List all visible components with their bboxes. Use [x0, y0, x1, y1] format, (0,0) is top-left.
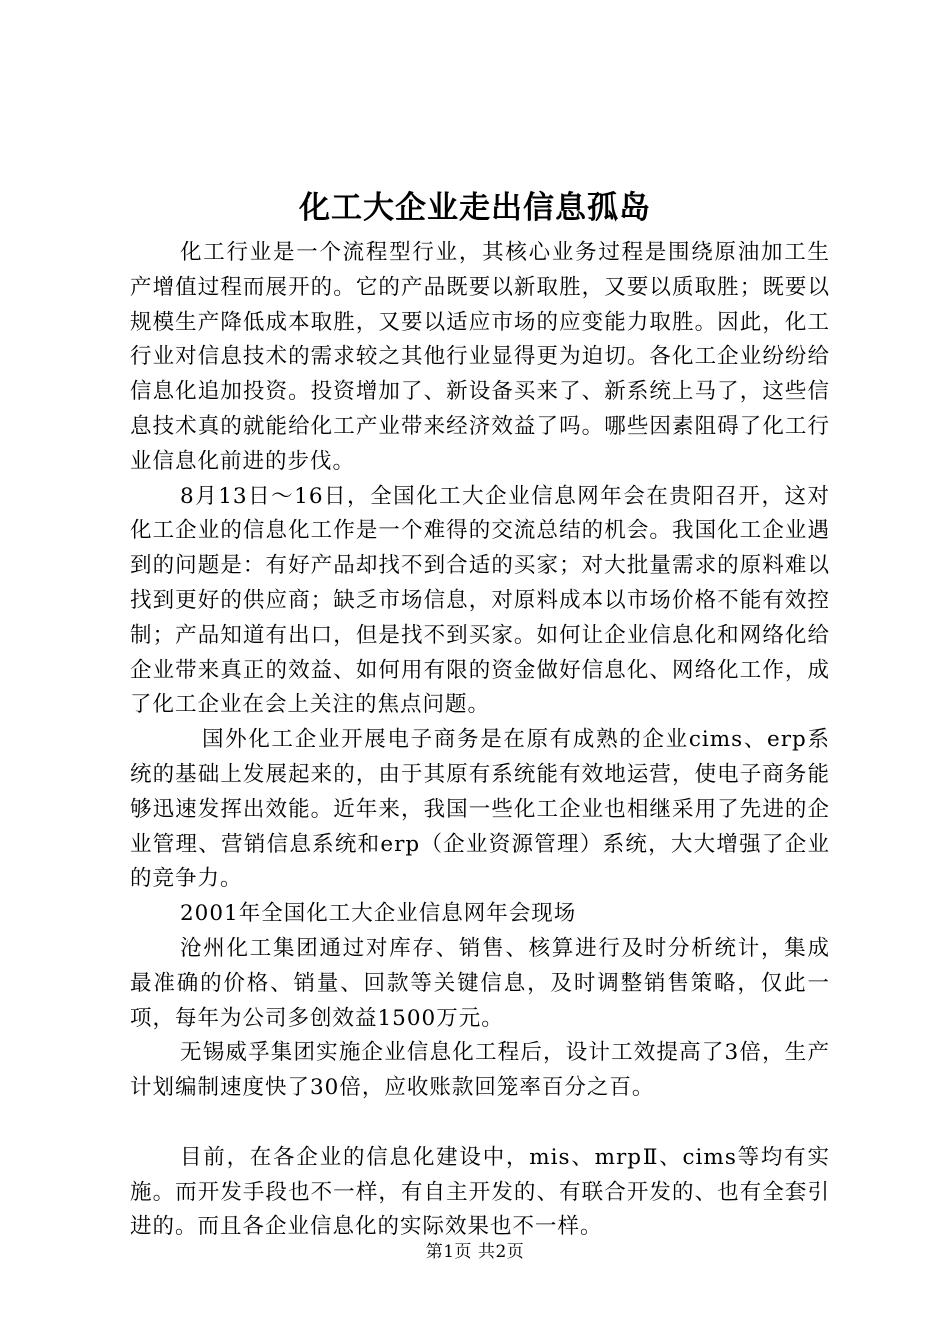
paragraph-current-status: 目前，在各企业的信息化建设中，mis、mrpⅡ、cims等均有实施。而开发手段也不一样，有自主开发的、有联合开发的、也有全套引进的。而且各企业信息化的实际效果也不一样。 [130, 1144, 830, 1240]
paragraph-wuxi-case: 无锡威孚集团实施企业信息化工程后，设计工效提高了3倍，生产计划编制速度快了30倍，应收账款回笼率百分之百。 [130, 1040, 830, 1101]
paragraph-cangzhou-case: 沧州化工集团通过对库存、销售、核算进行及时分析统计，集成最准确的价格、销量、回款等关键信息，及时调整销售策略，仅此一项，每年为公司多创效益1500万元。 [130, 935, 830, 1031]
document-title: 化工大企业走出信息孤岛 [299, 190, 651, 226]
paragraph-industry-overview: 化工行业是一个流程型行业，其核心业务过程是围绕原油加工生产增值过程而展开的。它的产品既要以新取胜，又要以质取胜；既要以规模生产降低成本取胜，又要以适应市场的应变能力取胜。因此，化工行业对信息技术的需求较之其他行业显得更为迫切。各化工企业纷纷给信息化追加投资。投资增加了、新设备买来了、新系统上马了，这些信息技术真的就能给化工产业带来经济效益了吗。哪些因素阻碍了化工行业信息化前进的步伐。 [130, 240, 830, 474]
paragraph-annual-meeting: 8月13日～16日，全国化工大企业信息网年会在贵阳召开，这对化工企业的信息化工作是一个难得的交流总结的机会。我国化工企业遇到的问题是：有好产品却找不到合适的买家；对大批量需求的原料难以找到更好的供应商；缺乏市场信息，对原料成本以市场价格不能有效控制；产品知道有出口，但是找不到买家。如何让企业信息化和网络化给企业带来真正的效益、如何用有限的资金做好信息化、网络化工作，成了化工企业在会上关注的焦点问题。 [130, 483, 830, 718]
paragraph-spacer [130, 1106, 830, 1141]
document-body [130, 236, 830, 1245]
photo-caption: 2001年全国化工大企业信息网年会现场 [180, 901, 577, 927]
paragraph-foreign-ecommerce: 国外化工企业开展电子商务是在原有成熟的企业cims、erp系统的基础上发展起来的，由于其原有系统能有效地运营，使电子商务能够迅速发挥出效能。近年来，我国一些化工企业也相继采用了先进的企业管理、营销信息系统和erp（企业资源管理）系统，大大增强了企业的竞争力。 [130, 727, 830, 892]
page-footer: 第1页 共2页 [425, 1242, 525, 1262]
